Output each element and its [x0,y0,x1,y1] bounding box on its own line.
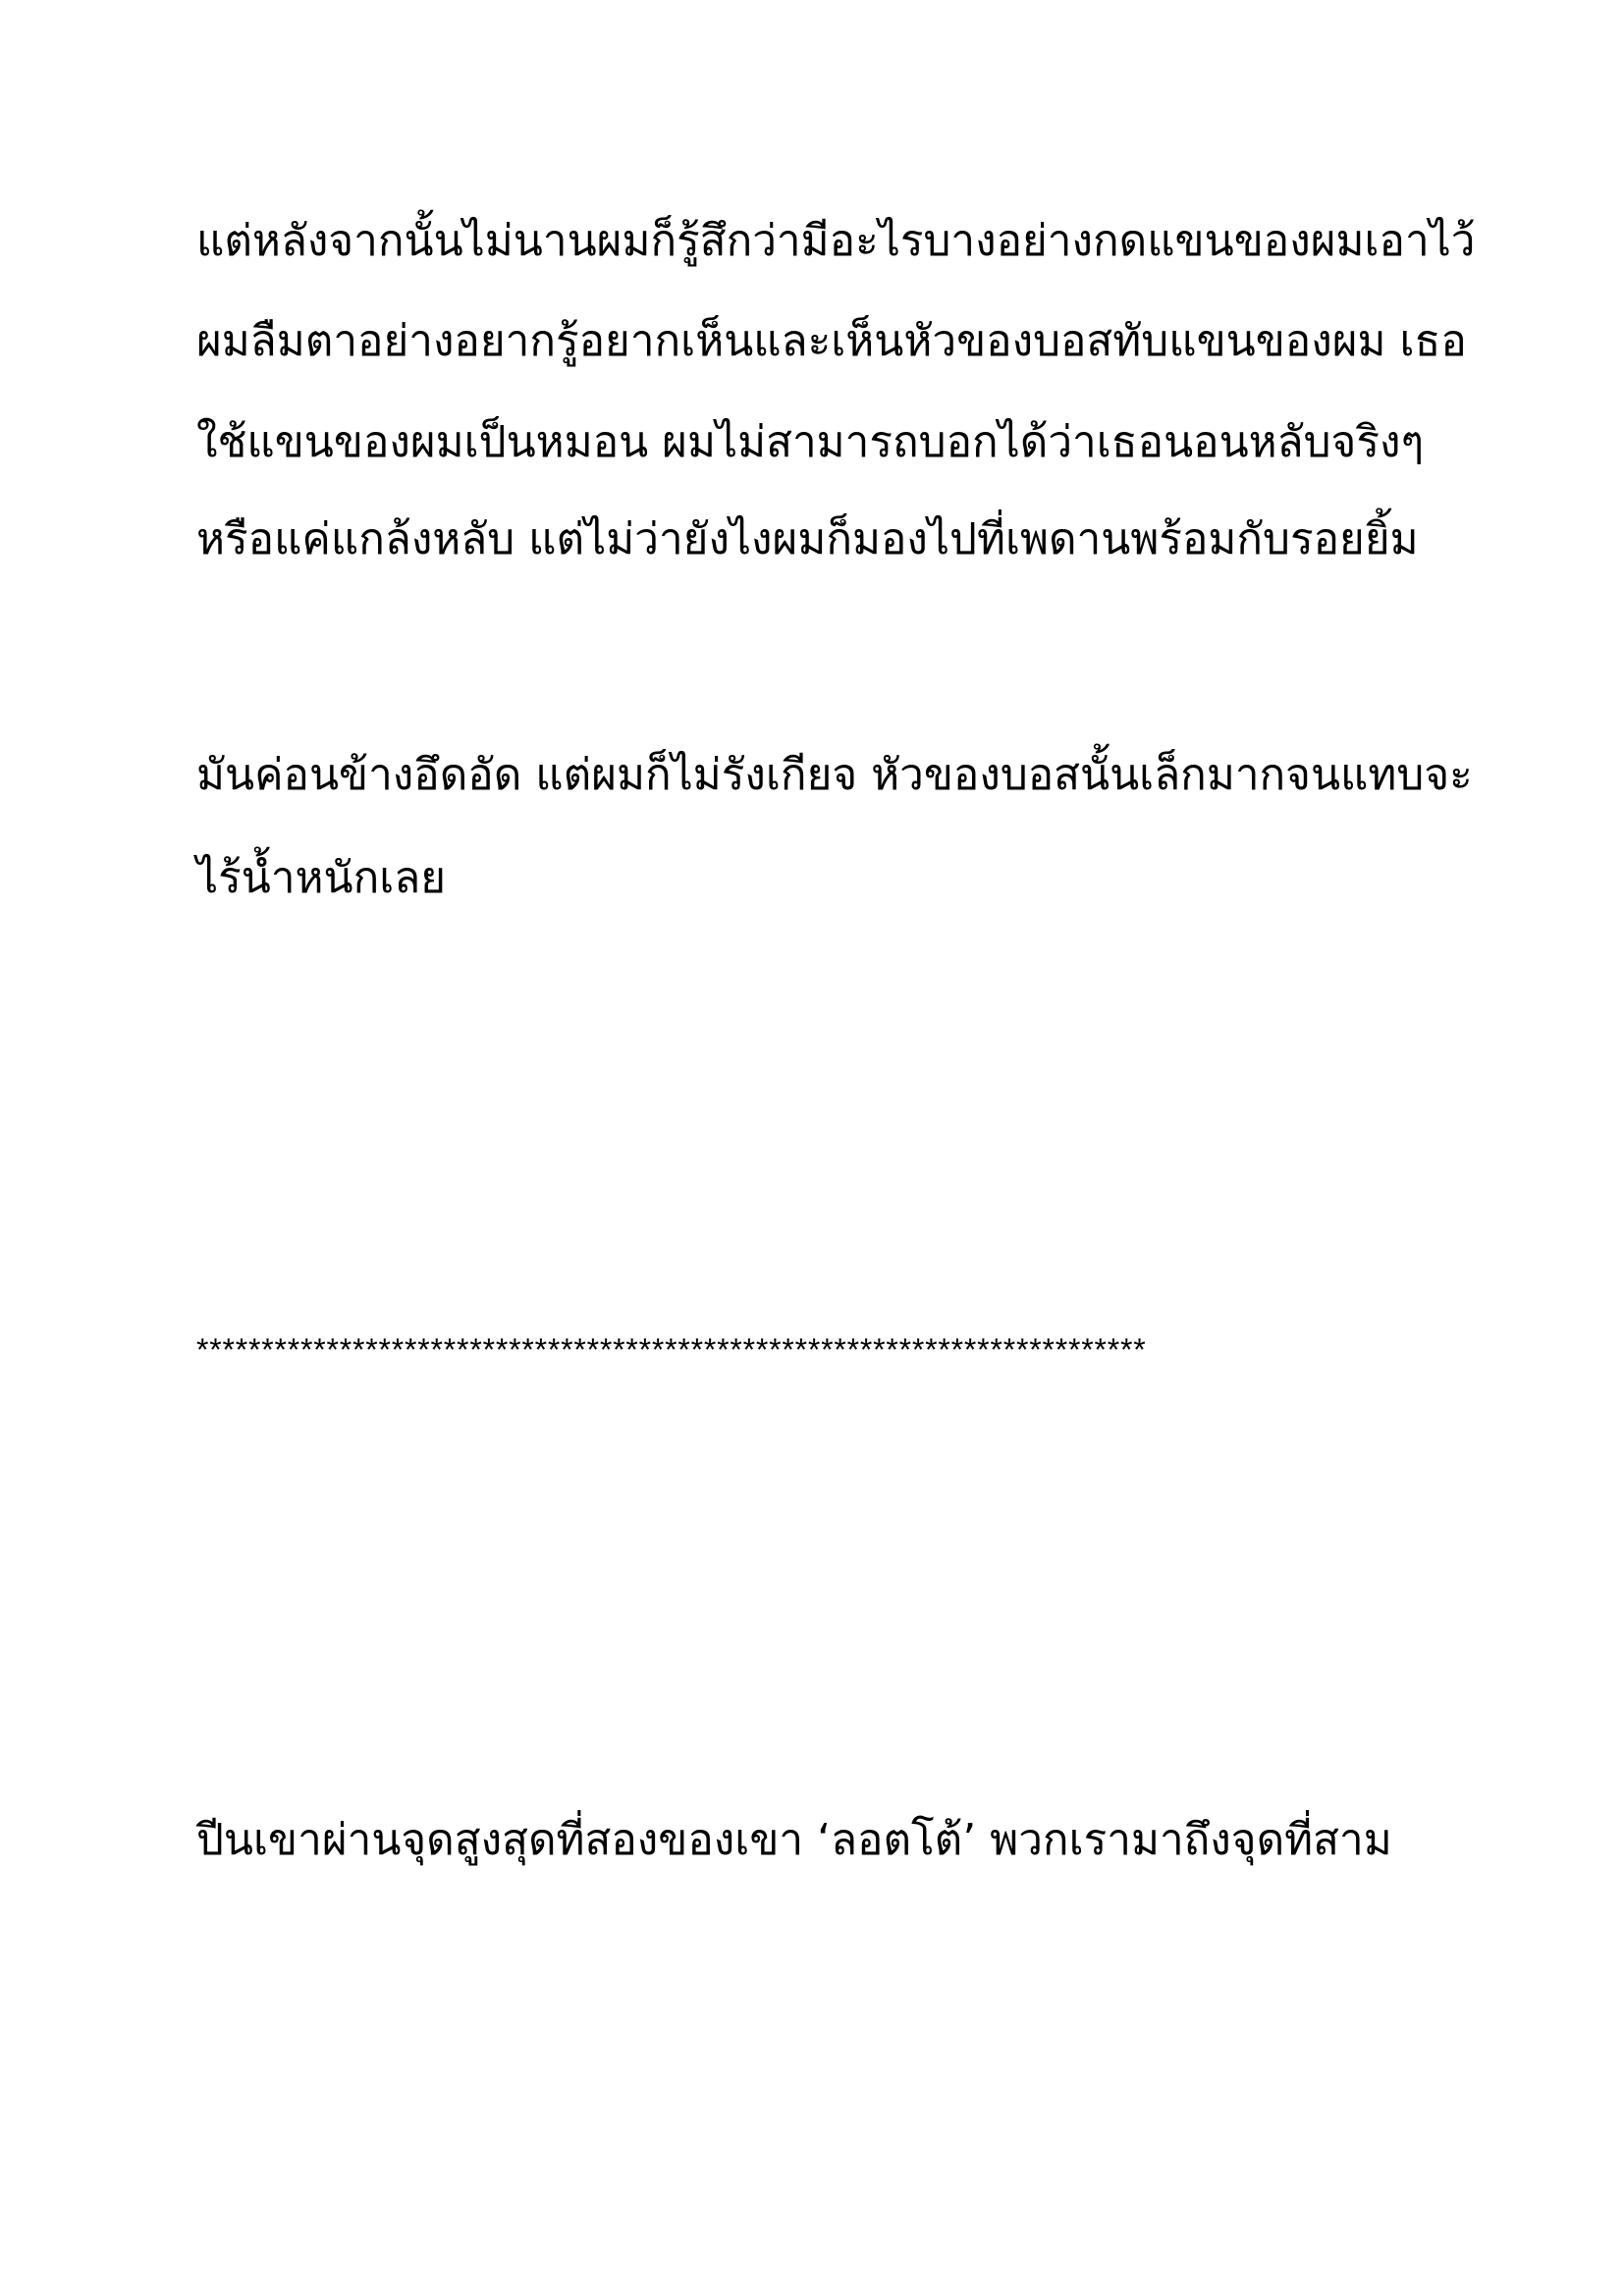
paragraph-1-line-2: ผมลืมตาอย่างอยากรู้อยากเห็นและเห็นหัวของบอสทับแขนของผม เธอ [196,316,1467,366]
paragraph-1-line-3: ใช้แขนของผมเป็นหมอน ผมไม่สามารถบอกได้ว่าเธอนอนหลับจริงๆ [196,417,1425,467]
closing-line: ปีนเขาผ่านจุดสูงสุดที่สองของเขา ‘ลอตโต้’ พวกเรามาถึงจุดที่สาม [196,1815,1392,1865]
paragraph-1-line-4: หรือแค่แกล้งหลับ แต่ไม่ว่ายังไงผมก็มองไปที่เพดานพร้อมกับรอยยิ้ม [196,514,1419,564]
paragraph-2-line-2: ไร้น้ำหนักเลย [196,853,447,903]
paragraph-1-line-1: แต่หลังจากนั้นไม่นานผมก็รู้สึกว่ามีอะไรบางอย่างกดแขนของผมเอาไว้ [196,216,1476,266]
scene-separator: ************************************************************************* [196,1332,1147,1367]
paragraph-2-line-1: มันค่อนข้างอึดอัด แต่ผมก็ไม่รังเกียจ หัวของบอสนั้นเล็กมากจนแทบจะ [196,750,1473,800]
